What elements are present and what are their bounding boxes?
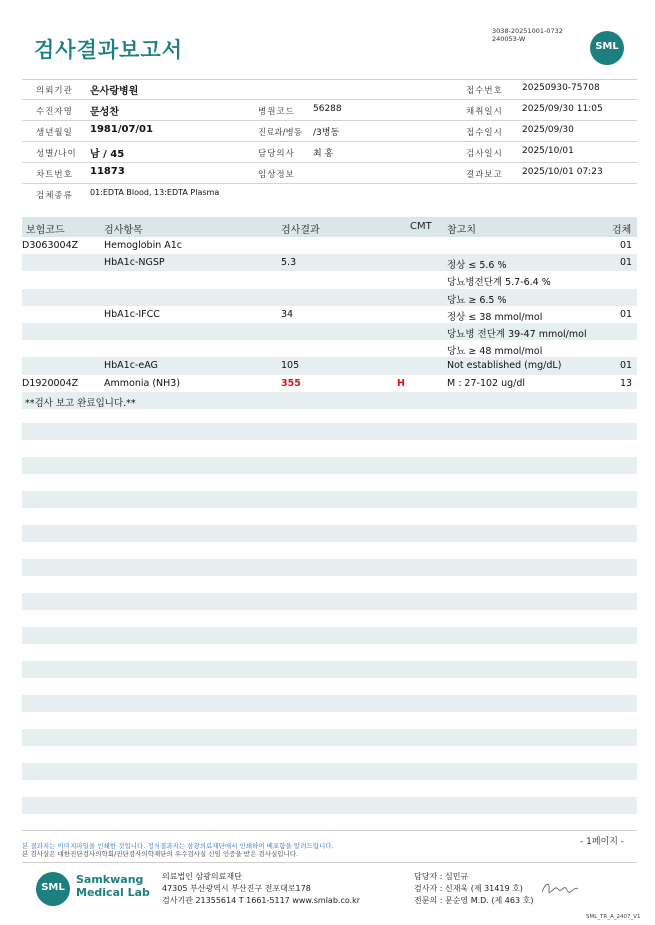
dob-value: 1981/07/01 bbox=[90, 124, 153, 135]
table-row bbox=[22, 289, 637, 306]
test-date-value: 2025/10/01 bbox=[522, 146, 574, 156]
specimen-label: 검체종류 bbox=[36, 191, 73, 201]
sml-footer-logo-icon bbox=[36, 872, 70, 906]
document-id-line2: 240053-W bbox=[492, 35, 526, 43]
empty-row bbox=[22, 661, 637, 678]
result-table bbox=[22, 237, 637, 409]
empty-row bbox=[22, 695, 637, 712]
table-row bbox=[22, 237, 637, 254]
empty-row bbox=[22, 593, 637, 610]
info-row-4 bbox=[22, 142, 637, 163]
dept-value: /3병동 bbox=[313, 128, 340, 138]
cell-ref: M : 27-102 ug/dl bbox=[447, 377, 526, 389]
empty-row bbox=[22, 559, 637, 576]
page-number: - 1페이지 - bbox=[580, 837, 625, 847]
cell-specimen: 01 bbox=[620, 257, 633, 269]
empty-row bbox=[22, 457, 637, 474]
logo-text: SML bbox=[41, 882, 65, 893]
col-item-header: 검사항목 bbox=[104, 225, 143, 236]
chart-label: 차트번호 bbox=[36, 170, 73, 180]
specimen-value: 01:EDTA Blood, 13:EDTA Plasma bbox=[90, 188, 220, 197]
test-date-label: 검사일시 bbox=[466, 149, 503, 159]
client-label: 의뢰기관 bbox=[36, 86, 73, 96]
clinical-label: 임상정보 bbox=[258, 170, 295, 180]
cell-result-high: 355 bbox=[281, 377, 301, 389]
tester: 검사자 : 신재욱 (제 31419 호) bbox=[414, 884, 523, 893]
receipt-no-value: 20250930-75708 bbox=[522, 83, 600, 93]
info-row-3 bbox=[22, 121, 637, 142]
cell-item: HbA1c-eAG bbox=[104, 360, 158, 372]
cell-ref: 당뇨 ≥ 6.5 % bbox=[447, 294, 507, 306]
cell-specimen: 13 bbox=[620, 377, 633, 389]
empty-row bbox=[22, 627, 637, 644]
empty-row bbox=[22, 491, 637, 508]
table-row bbox=[22, 323, 637, 340]
table-row bbox=[22, 306, 637, 323]
image-notice: 본 결과지는 이미지파일을 인쇄한 것입니다. 정식결과지는 삼광의료재단에서 인쇄하여 배포함을 알려드립니다. bbox=[22, 842, 334, 850]
org-name: 의료법인 삼광의료재단 bbox=[162, 872, 242, 881]
table-row bbox=[22, 375, 637, 392]
footer-divider bbox=[22, 862, 637, 863]
logo-text: SML bbox=[595, 41, 619, 52]
col-ref-header: 참고치 bbox=[447, 225, 476, 236]
cell-item: Hemoglobin A1c bbox=[104, 240, 183, 251]
brand-line1: Samkwang bbox=[76, 873, 144, 886]
info-row-6 bbox=[22, 184, 637, 204]
cell-result: 105 bbox=[281, 360, 300, 372]
cell-ref: 정상 ≤ 5.6 % bbox=[447, 260, 507, 272]
empty-row bbox=[22, 729, 637, 746]
table-row bbox=[22, 271, 637, 288]
empty-row bbox=[22, 423, 637, 440]
info-row-1 bbox=[22, 79, 637, 100]
table-row bbox=[22, 392, 637, 409]
report-title: 검사결과보고서 bbox=[34, 38, 184, 62]
sml-logo-icon bbox=[590, 31, 624, 65]
accreditation-notice: 본 검사실은 대한진단검사의학회/진단검사의학재단의 우수검사실 신임 인증을 받은 검사실입니다. bbox=[22, 850, 299, 858]
cell-cmt-flag: H bbox=[397, 377, 405, 389]
collect-value: 2025/09/30 11:05 bbox=[522, 104, 603, 114]
cell-specimen: 01 bbox=[620, 240, 633, 251]
empty-row bbox=[22, 763, 637, 780]
hospital-code-value: 56288 bbox=[313, 104, 342, 114]
cell-result: 5.3 bbox=[281, 257, 297, 269]
brand-line2: Medical Lab bbox=[76, 886, 150, 899]
cell-item: HbA1c-NGSP bbox=[104, 257, 165, 269]
report-label: 결과보고 bbox=[466, 170, 503, 180]
doctor-label: 담당의사 bbox=[258, 149, 295, 159]
brand-name bbox=[76, 873, 150, 899]
cell-specimen: 01 bbox=[620, 360, 633, 372]
manager: 담당자 : 심민규 bbox=[414, 872, 469, 881]
info-row-5 bbox=[22, 163, 637, 184]
cell-ref: Not established (mg/dL) bbox=[447, 360, 562, 372]
receipt-date-value: 2025/09/30 bbox=[522, 125, 574, 135]
cell-item: Ammonia (NH3) bbox=[104, 377, 181, 389]
table-row bbox=[22, 340, 637, 357]
collect-label: 채취일시 bbox=[466, 107, 503, 117]
patient-value: 문성찬 bbox=[90, 107, 119, 118]
receipt-date-label: 접수일시 bbox=[466, 128, 503, 138]
chart-value: 11873 bbox=[90, 166, 125, 177]
document-id bbox=[492, 27, 563, 43]
signature-scribble bbox=[540, 880, 580, 896]
sex-age-label: 성별/나이 bbox=[36, 149, 77, 159]
report-value: 2025/10/01 07:23 bbox=[522, 167, 603, 177]
empty-row bbox=[22, 525, 637, 542]
footer-divider bbox=[22, 830, 637, 831]
cell-code: D1920004Z bbox=[22, 377, 79, 389]
receipt-no-label: 접수번호 bbox=[466, 86, 503, 96]
col-code-header: 보험코드 bbox=[26, 225, 65, 236]
cell-item: HbA1c-IFCC bbox=[104, 308, 160, 320]
form-version: SML_TR_A_2407_V1 bbox=[586, 914, 641, 920]
specialist: 전문의 : 문순영 M.D. (제 463 호) bbox=[414, 896, 534, 905]
signature bbox=[540, 880, 580, 899]
cell-ref: 당뇨 ≥ 48 mmol/mol bbox=[447, 346, 543, 358]
patient-label: 수진자명 bbox=[36, 107, 73, 117]
dept-label: 진료과/병동 bbox=[258, 128, 302, 138]
info-row-2 bbox=[22, 100, 637, 121]
cell-code: D3063004Z bbox=[22, 240, 79, 251]
cell-specimen: 01 bbox=[620, 308, 633, 320]
col-specimen-header: 검체 bbox=[612, 225, 632, 236]
sex-age-value: 남 / 45 bbox=[90, 149, 125, 160]
cell-result: 34 bbox=[281, 308, 294, 320]
cell-ref: 정상 ≤ 38 mmol/mol bbox=[447, 311, 543, 323]
org-info bbox=[162, 871, 360, 907]
report-complete-note: **검사 보고 완료입니다.** bbox=[25, 397, 136, 409]
document-id-line1: 3038-20251001-0732 bbox=[492, 27, 563, 35]
empty-row bbox=[22, 797, 637, 814]
staff-info bbox=[414, 871, 533, 907]
table-header bbox=[22, 217, 637, 237]
dob-label: 생년월일 bbox=[36, 128, 73, 138]
org-contact: 검사기관 21355614 T 1661-5117 www.smlab.co.kr bbox=[162, 896, 361, 905]
cell-ref: 당뇨병전단계 5.7-6.4 % bbox=[447, 277, 551, 289]
cell-ref: 당뇨병 전단계 39-47 mmol/mol bbox=[447, 328, 587, 340]
table-row bbox=[22, 357, 637, 374]
org-address: 47305 부산광역시 부산진구 전포대로178 bbox=[162, 884, 311, 893]
hospital-code-label: 병원코드 bbox=[258, 107, 295, 117]
client-value: 온사랑병원 bbox=[90, 86, 139, 97]
table-row bbox=[22, 254, 637, 271]
col-result-header: 검사결과 bbox=[281, 225, 320, 236]
col-cmt-header: CMT bbox=[410, 221, 432, 232]
doctor-value: 최 홍 bbox=[313, 149, 334, 159]
